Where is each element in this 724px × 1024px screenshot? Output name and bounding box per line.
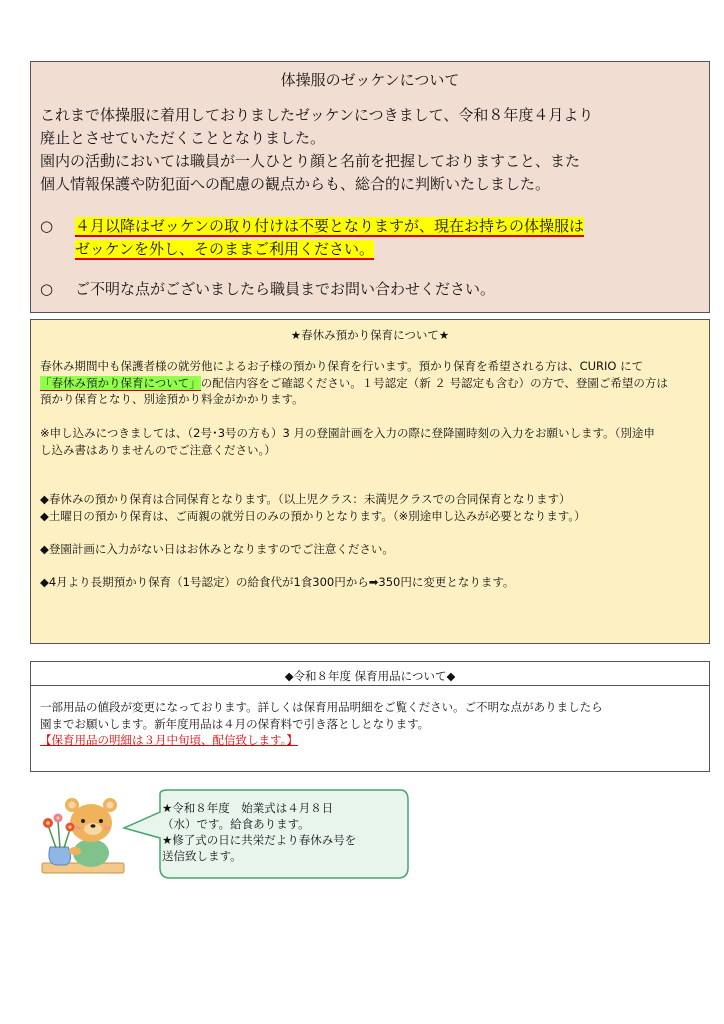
zekken-contact-note: [40, 278, 495, 301]
spring-childcare-item: ◆春休みの預かり保育は合同保育となります。（以上児クラス：未満児クラスでの合同保育となります）: [40, 492, 571, 506]
zekken-notice-paragraph: [40, 104, 705, 196]
supplies-line: 一部用品の値段が変更になっております。詳しくは保育用品明細をご覧ください。ご不明な点がありましたら: [40, 700, 603, 714]
paragraph-line: 個人情報保護や防犯面への配慮の観点からも、総合的に判断いたしました。: [40, 175, 551, 193]
childcare-supplies-box: [30, 661, 710, 772]
note-line: し込み書はありませんのでご注意ください。）: [40, 442, 276, 457]
intro-line: [40, 375, 705, 392]
circle-bullet-icon: ○: [40, 217, 54, 235]
highlight-text-line2: ゼッケンを外し、そのままご利用ください。: [75, 240, 374, 258]
intro-line: 春休み期間中も保護者様の就労他によるお子様の預かり保育を行います。預かり保育を希望される方は、CURIO にて: [40, 359, 644, 373]
intro-line-rest: の配信内容をご確認ください。１号認定（新 ２ 号認定も含む）の方で、登園ご希望の方は: [200, 375, 668, 390]
supplies-title: ◆令和８年度 保育用品について◆: [284, 669, 456, 683]
spring-childcare-item: ◆土曜日の預かり保育は、ご両親の就労日のみの預かりとなります。（※別途申し込みが必要となります。）: [40, 509, 586, 523]
bubble-line: ★令和８年度 始業式は４月８日: [162, 801, 334, 815]
spring-childcare-item: ◆4月より長期預かり保育（1号認定）の給食代が1食300円から➡350円に変更となります。: [40, 575, 515, 589]
supplies-line: 園までお願いします。新年度用品は４月の保育料で引き落としとなります。: [40, 716, 430, 731]
supplies-text: [40, 699, 705, 749]
note-line: ※申し込みにつきましては、（2号･3号の方も）3 月の登園計画を入力の際に登降園時刻の入力をお願いします。（別途申: [40, 426, 655, 440]
bear-with-flowers-icon: [36, 793, 128, 877]
spring-childcare-title: ★春休み預かり保育について★: [290, 328, 450, 342]
title-divider: [31, 685, 709, 686]
bubble-text: [162, 800, 402, 864]
spring-childcare-intro: [40, 358, 705, 408]
contact-note-text: ご不明な点がございましたら職員までお問い合わせください。: [75, 280, 496, 298]
zekken-notice-box: [30, 61, 710, 313]
paragraph-line: 園内の活動においては職員が一人ひとり顔と名前を把握しておりますこと、また: [40, 152, 581, 170]
intro-line: 預かり保育となり、別途預かり料金がかかります。: [40, 392, 304, 406]
bubble-line: 送信致します。: [162, 849, 242, 863]
highlight-text-line1: ４月以降はゼッケンの取り付けは不要となりますが、現在お持ちの体操服は: [75, 217, 584, 235]
curio-highlight: 「春休み預かり保育について」: [40, 375, 201, 390]
paragraph-line: これまで体操服に着用しておりましたゼッケンにつきまして、令和８年度４月より: [40, 106, 594, 124]
paragraph-line: 廃止とさせていただくこととなりました。: [40, 129, 326, 147]
circle-bullet-icon: ○: [40, 280, 54, 298]
bubble-line: （水）です。給食あります。: [162, 817, 310, 831]
supplies-red-note: 【保育用品の明細は３月中旬頃、配信致します。】: [40, 733, 298, 747]
spring-childcare-item: ◆登園計画に入力がない日はお休みとなりますのでご注意ください。: [40, 542, 394, 556]
zekken-notice-title: 体操服のゼッケンについて: [280, 71, 460, 89]
spring-childcare-note: [40, 425, 705, 458]
spring-childcare-box: [30, 319, 710, 644]
bubble-line: ★修了式の日に共栄だより春休み号を: [162, 833, 357, 847]
zekken-highlight-note: [40, 215, 705, 261]
